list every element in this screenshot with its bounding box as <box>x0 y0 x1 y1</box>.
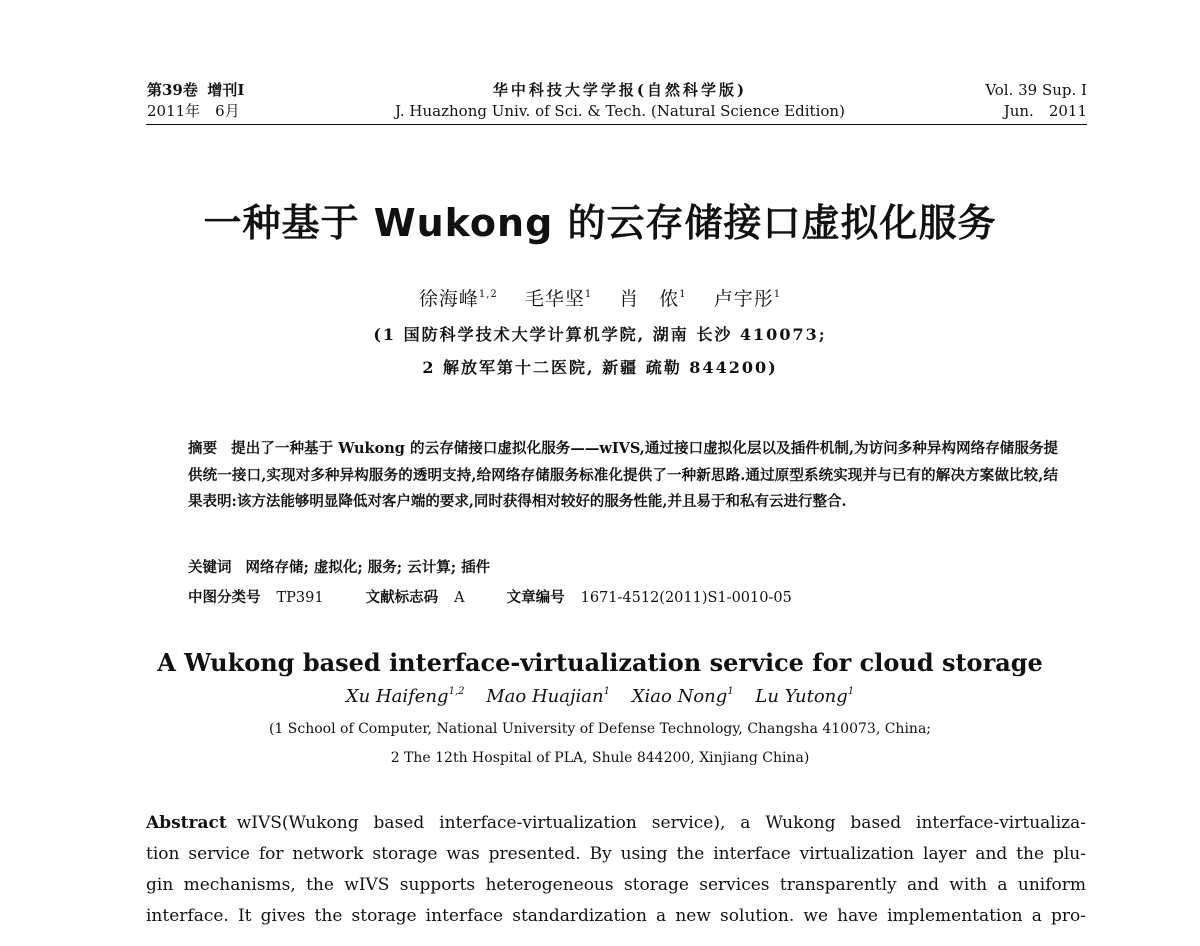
author-en: Xu Haifeng$^{1,2}$ <box>345 686 465 707</box>
affiliation-en-1: (1 School of Computer, National University of Defense Technology, Changsha 410073, China; <box>268 721 932 737</box>
author-en: Xiao Nong$^1$ <box>631 686 734 707</box>
volume-number: 第39卷 <box>147 81 198 99</box>
paper-title-zh: 一种基于 Wukong 的云存储接口虚拟化服务 <box>203 201 997 245</box>
journal-name <box>340 80 900 122</box>
author-zh: 徐海峰$^{1,2}$ <box>418 288 498 310</box>
abstract-en-line: tion service for network storage was presented. By using the interface virtualization layer and the plu- <box>146 844 1086 864</box>
author-zh: 卢宇彤$^1$ <box>713 288 782 310</box>
journal-name-zh: 华中科技大学学报(自然科学版) <box>492 81 748 99</box>
author-zh: 毛华坚$^1$ <box>524 288 593 310</box>
article-id-value: 1671-4512(2011)S1-0010-05 <box>580 590 792 606</box>
abstract-en-line: Abstract wIVS(Wukong based interface-virtualization service), a Wukong based interface-virtualiza- <box>146 813 1086 833</box>
keywords-zh-label: 关键词 <box>188 560 232 576</box>
classification-line <box>188 586 792 607</box>
keywords-zh-text: 网络存储; 虚拟化; 服务; 云计算; 插件 <box>245 559 491 576</box>
article-id-label: 文章编号 <box>506 590 565 606</box>
affiliation-en-2: 2 The 12th Hospital of PLA, Shule 844200, Xinjiang China) <box>390 750 810 766</box>
author-list-zh <box>0 284 1200 311</box>
abstract-en-line: interface. It gives the storage interface standardization a new solution. we have implementation a pro- <box>146 906 1086 926</box>
volume-en: Vol. 39 Sup. Ⅰ <box>985 81 1087 99</box>
affiliation-zh-2: 2 解放军第十二医院, 新疆 疏勒 844200) <box>422 358 778 377</box>
doc-code-value: A <box>454 590 465 606</box>
author-zh: 肖 侬$^1$ <box>619 288 687 310</box>
abstract-zh-label: 摘要 <box>188 441 218 457</box>
abstract-en-label: Abstract <box>146 813 227 833</box>
header-rule <box>146 124 1087 125</box>
abstract-zh <box>188 436 1058 516</box>
affiliation-zh-1: (1 国防科学技术大学计算机学院, 湖南 长沙 410073; <box>373 325 827 344</box>
abstract-en <box>146 808 1086 932</box>
publication-date-zh: 2011年 6月 <box>147 102 240 120</box>
journal-name-en: J. Huazhong Univ. of Sci. & Tech. (Natural Science Edition) <box>395 102 845 120</box>
journal-volume-info-en <box>985 80 1087 122</box>
author-en: Mao Huajian$^1$ <box>486 686 610 707</box>
keywords-zh <box>188 556 490 577</box>
clc-label: 中图分类号 <box>188 590 261 606</box>
author-list-en <box>0 686 1200 707</box>
journal-volume-info <box>147 80 244 122</box>
clc-value: TP391 <box>276 590 324 606</box>
author-en: Lu Yutong$^1$ <box>755 686 855 707</box>
paper-title-en: A Wukong based interface-virtualization service for cloud storage <box>157 648 1043 677</box>
supplement-issue: 增刊Ⅰ <box>207 81 245 99</box>
abstract-zh-text: 提出了一种基于 Wukong 的云存储接口虚拟化服务——wIVS,通过接口虚拟化层以及插件机制,为访问多种异构网络存储服务提供统一接口,实现对多种异构服务的透明支持,给网络存储服务标准化提供了一种新思路.通过原型系统实现并与已有的解决方案做比较,结果表明:该方法能够明显降低对客户端的要求,同时获得相对较好的服务性能,并且易于和私有云进行整合. <box>188 440 1059 510</box>
doc-code-label: 文献标志码 <box>365 590 439 606</box>
publication-date-en: Jun. 2011 <box>1003 102 1087 120</box>
abstract-en-line: gin mechanisms, the wIVS supports heterogeneous storage services transparently and with a uniform <box>146 875 1086 895</box>
